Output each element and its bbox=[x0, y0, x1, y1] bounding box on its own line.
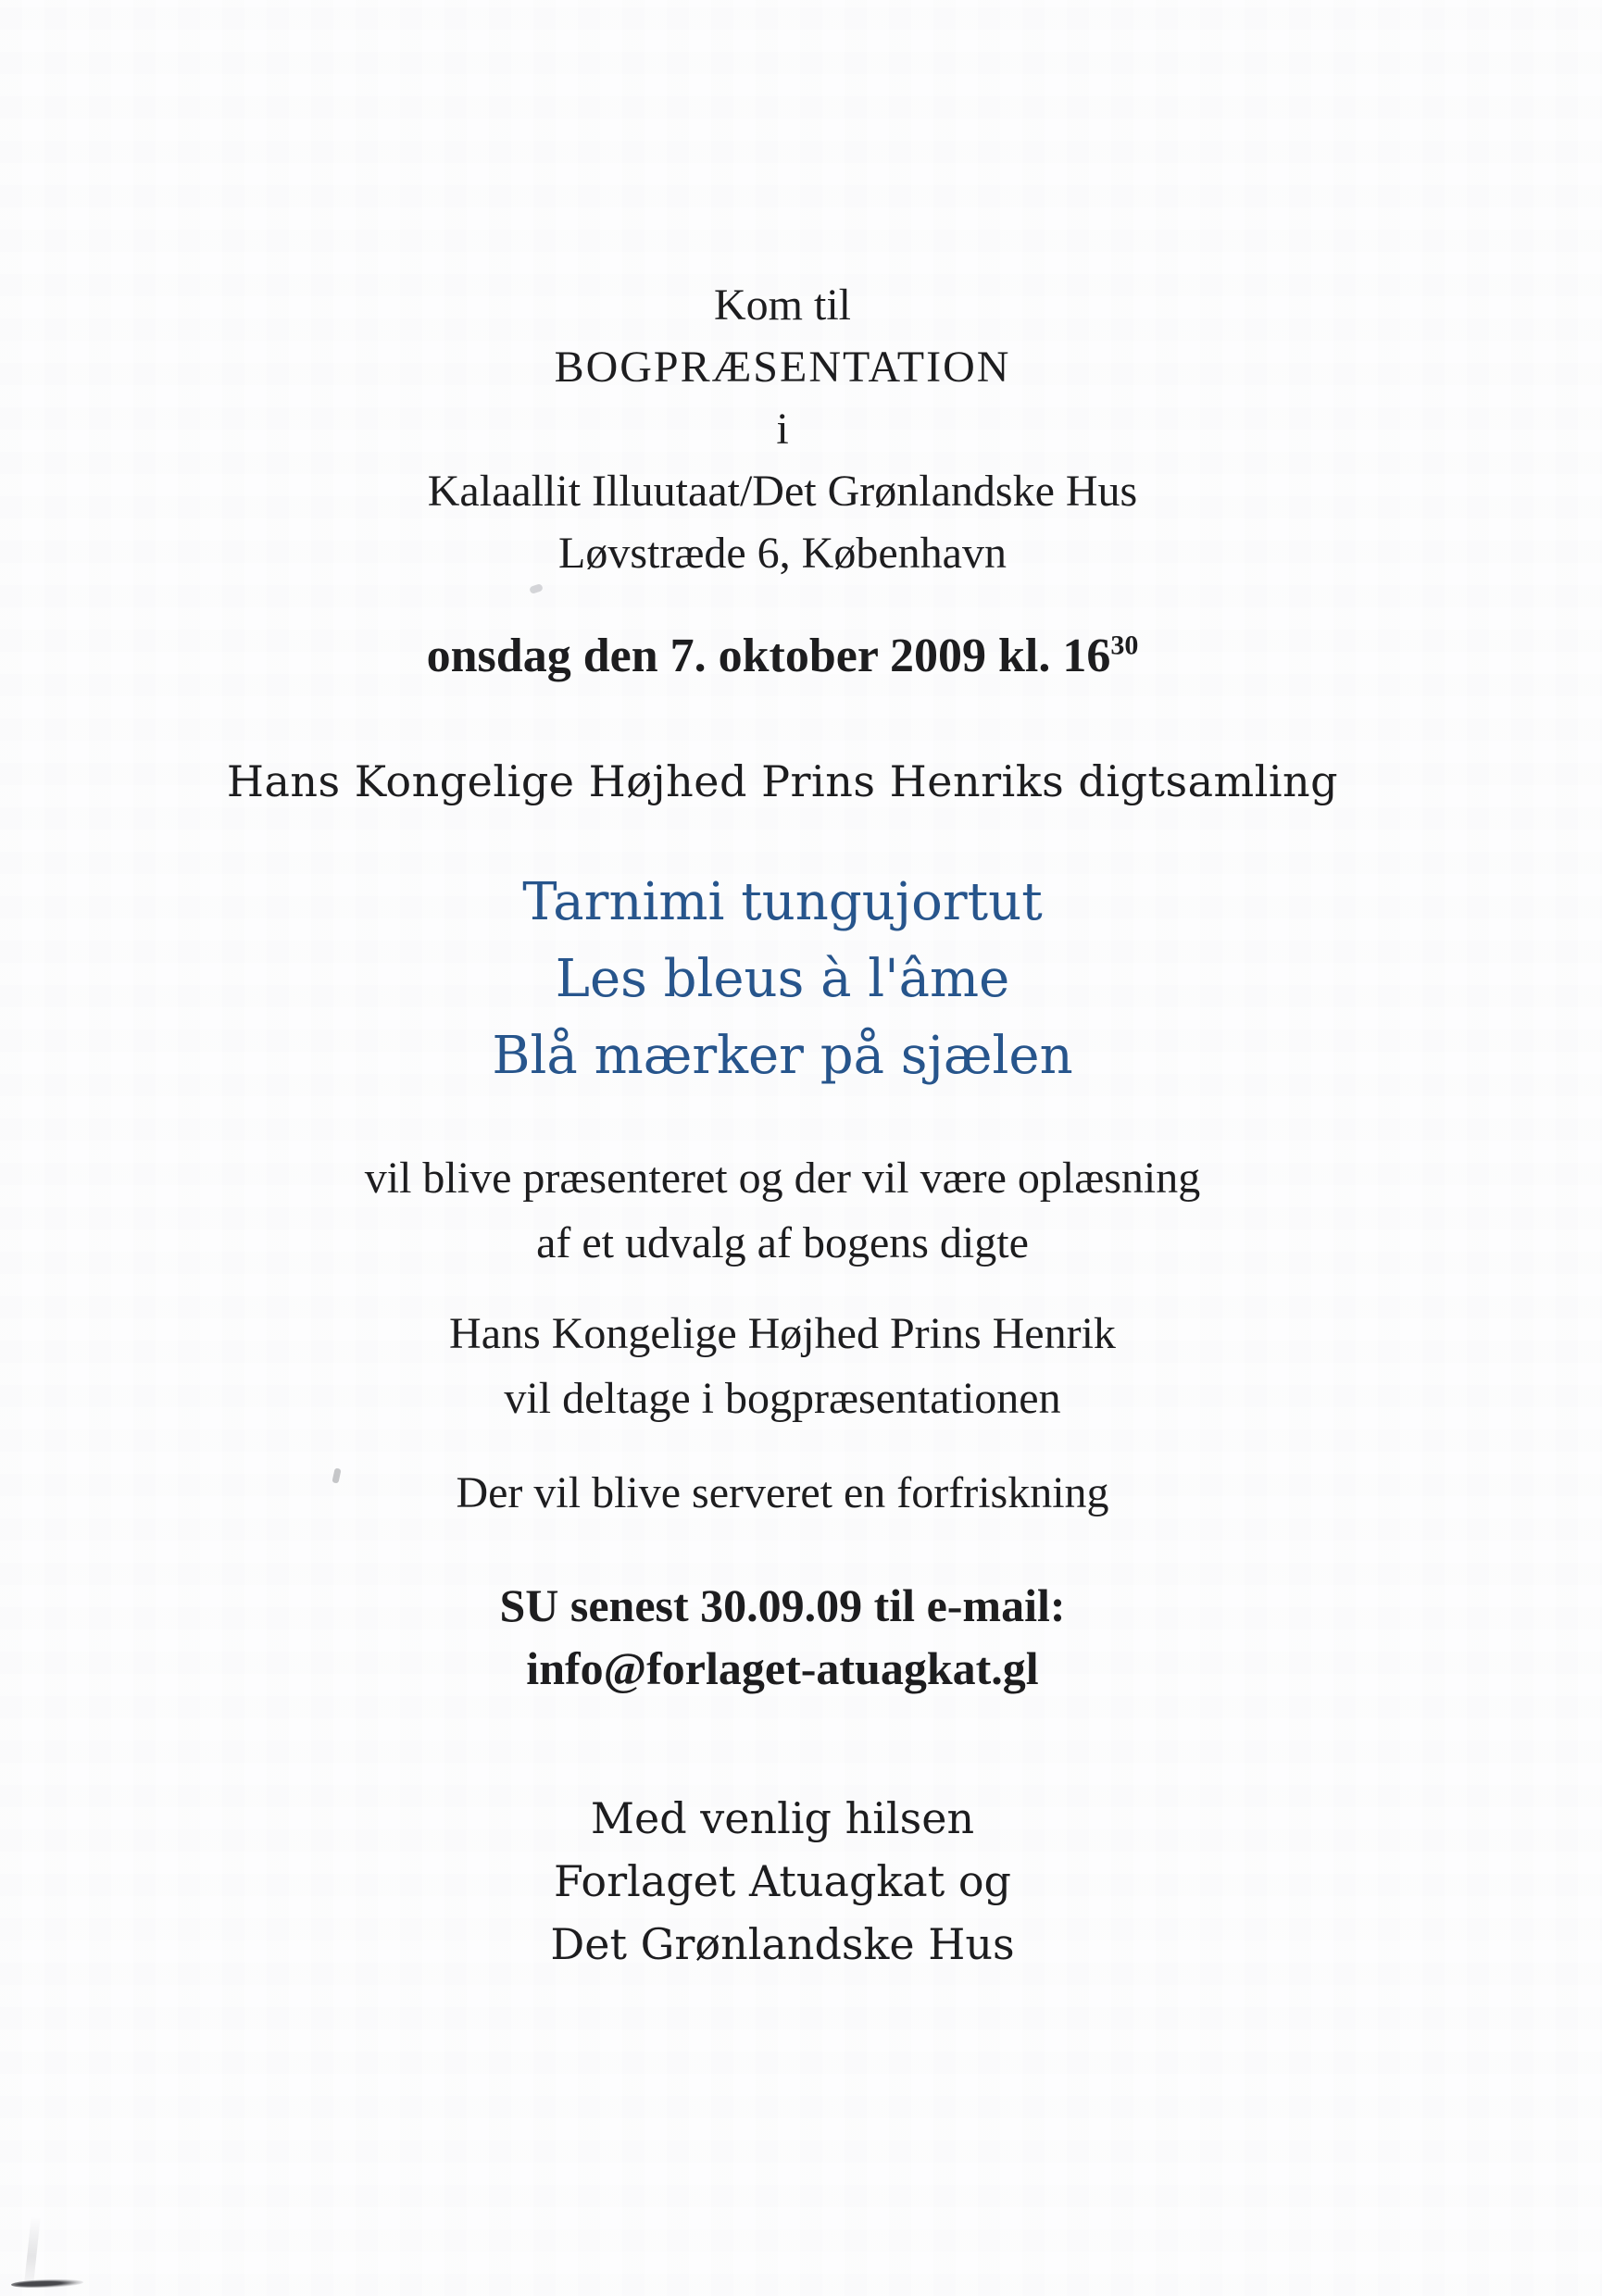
signature-greeting: Med venlig hilsen bbox=[590, 1793, 975, 1843]
attendance-line-1: Hans Kongelige Højhed Prins Henrik bbox=[449, 1309, 1116, 1358]
venue-name: Kalaallit Illuutaat/Det Grønlandske Hus bbox=[427, 467, 1138, 516]
rsvp-deadline: SU senest 30.09.09 til e-mail: bbox=[499, 1579, 1066, 1631]
presentation-paragraph bbox=[0, 1146, 1565, 1276]
signature-block bbox=[0, 1787, 1565, 1976]
event-datetime bbox=[0, 623, 1565, 690]
book-title-greenlandic: Tarnimi tungujortut bbox=[522, 872, 1043, 932]
header-kom-til: Kom til bbox=[713, 281, 851, 330]
presentation-line-1: vil blive præsenteret og der vil være oplæsning bbox=[364, 1154, 1201, 1203]
refreshment-paragraph bbox=[0, 1461, 1565, 1526]
attendance-paragraph bbox=[0, 1302, 1565, 1431]
venue-address: Løvstræde 6, København bbox=[558, 529, 1007, 578]
book-title-french: Les bleus à l'âme bbox=[555, 949, 1010, 1009]
scan-artifact-smudge bbox=[11, 2278, 83, 2290]
header-bogpraesentation: BOGPRÆSENTATION bbox=[554, 343, 1011, 392]
presentation-line-2: af et udvalg af bogens digte bbox=[536, 1218, 1029, 1267]
invitation-header bbox=[0, 274, 1565, 584]
book-titles bbox=[0, 864, 1565, 1094]
book-title-danish: Blå mærker på sjælen bbox=[492, 1026, 1073, 1086]
signature-house: Det Grønlandske Hus bbox=[550, 1919, 1015, 1969]
signature-publisher: Forlaget Atuagkat og bbox=[554, 1856, 1011, 1906]
header-i: i bbox=[776, 405, 789, 454]
event-datetime-text: onsdag den 7. oktober 2009 kl. 16 bbox=[426, 630, 1111, 682]
event-time-superscript: 30 bbox=[1110, 630, 1139, 661]
refreshment-line: Der vil blive serveret en forfriskning bbox=[456, 1468, 1109, 1517]
attendance-line-2: vil deltage i bogpræsentationen bbox=[504, 1374, 1061, 1423]
rsvp-block bbox=[0, 1574, 1565, 1700]
poetry-collection-line: Hans Kongelige Højhed Prins Henriks digtsamling bbox=[226, 756, 1339, 806]
scan-artifact-wisp bbox=[24, 2217, 40, 2283]
rsvp-email: info@forlaget-atuagkat.gl bbox=[526, 1642, 1039, 1694]
